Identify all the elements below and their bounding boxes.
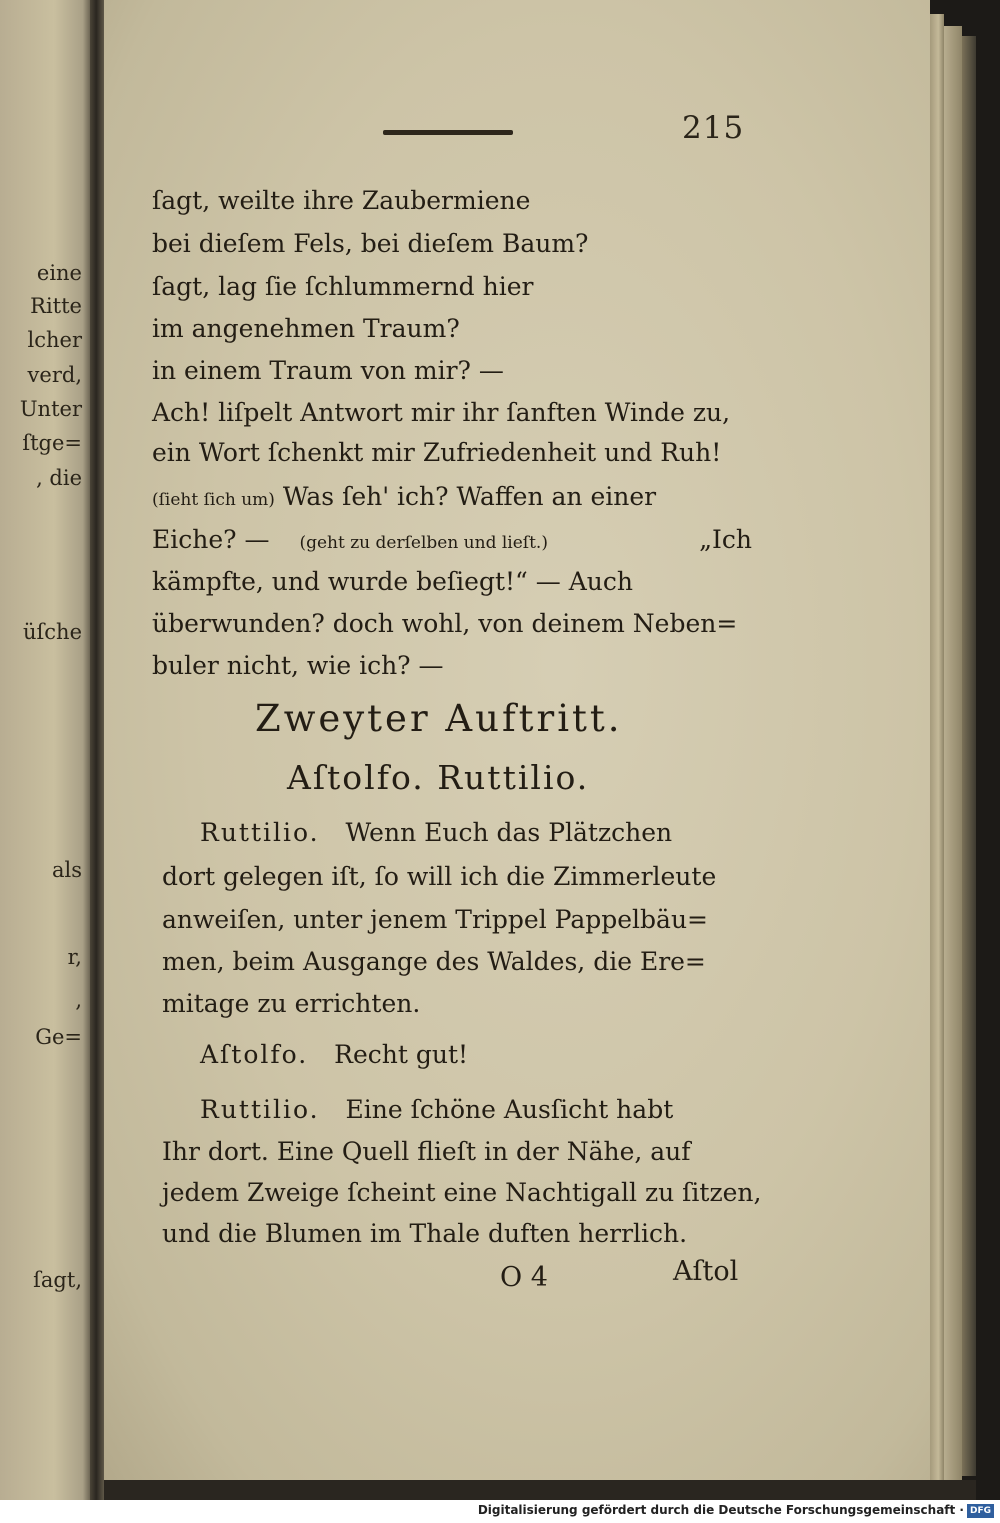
dialogue-line xyxy=(200,1040,468,1069)
speaker-name: Ruttilio. xyxy=(200,1095,320,1124)
speaker-name: Ruttilio. xyxy=(200,818,320,847)
page-shadow xyxy=(104,1480,976,1500)
dialogue-line xyxy=(200,1095,673,1124)
stage-direction: (geht zu derſelben und lieſt.) xyxy=(299,533,548,553)
header-rule xyxy=(383,130,513,135)
dialogue-line: Ihr dort. Eine Quell flieſt in der Nähe, auf xyxy=(162,1137,691,1166)
dialogue-line: jedem Zweige ſcheint eine Nachtigall zu ſitzen, xyxy=(162,1178,762,1207)
dialogue-line: anweiſen, unter jenem Trippel Pappelbäu= xyxy=(162,905,708,934)
catchword: Aſtol xyxy=(673,1256,739,1287)
left-page-fragment: Unter xyxy=(19,397,82,421)
dialogue-text: Wenn Euch das Plätzchen xyxy=(345,818,673,847)
left-page-fragment: , die xyxy=(36,466,82,490)
left-page-fragment: ſtge= xyxy=(22,431,82,455)
left-page-fragment: lcher xyxy=(27,328,82,352)
left-page-fragment: verd, xyxy=(27,363,82,387)
prose-line: buler nicht, wie ich? — xyxy=(152,651,444,680)
dialogue-line: mitage zu errichten. xyxy=(162,989,421,1018)
prose-text: Eiche? — xyxy=(152,525,270,554)
left-page-fragment: , xyxy=(75,988,82,1012)
verse-line: im angenehmen Traum? xyxy=(152,314,460,343)
left-page-fragment: eine xyxy=(36,261,82,285)
dialogue-text: Recht gut! xyxy=(334,1040,469,1069)
dialogue-line: dort gelegen iſt, ſo will ich die Zimmerleute xyxy=(162,862,717,891)
dialogue-line: men, beim Ausgange des Waldes, die Ere= xyxy=(162,947,706,976)
verse-line: bei dieſem Fels, bei dieſem Baum? xyxy=(152,229,589,258)
verse-line: in einem Traum von mir? — xyxy=(152,356,504,385)
prose-line: überwunden? doch wohl, von deinem Neben= xyxy=(152,609,738,638)
stage-direction: (ſieht ſich um) xyxy=(152,490,275,510)
speaker-name: Aſtolfo. xyxy=(200,1040,309,1069)
left-page-fragment: Ge= xyxy=(35,1025,82,1049)
verse-line: ſagt, weilte ihre Zaubermiene xyxy=(152,186,531,215)
left-page-fragment: r, xyxy=(67,945,82,969)
page-number: 215 xyxy=(682,110,745,146)
signature-mark: O 4 xyxy=(500,1262,548,1293)
page-edge xyxy=(930,14,944,1480)
prose-line xyxy=(152,482,656,511)
dialogue-line xyxy=(200,818,672,847)
funding-credit: Digitalisierung gefördert durch die Deutsche Forschungsgemeinschaft · xyxy=(477,1503,964,1517)
dialogue-line: und die Blumen im Thale duften herrlich. xyxy=(162,1219,688,1248)
left-page-fragment: üſche xyxy=(22,620,82,644)
character-list: Aſtolfo. Ruttilio. xyxy=(287,758,590,797)
verse-line: ſagt, lag ſie ſchlummernd hier xyxy=(152,272,534,301)
prose-line xyxy=(152,525,752,554)
right-page xyxy=(104,0,930,1480)
page-edge xyxy=(962,36,976,1476)
scene-heading: Zweyter Auftritt. xyxy=(255,697,623,740)
left-page xyxy=(0,0,90,1500)
verse-line: ein Wort ſchenkt mir Zufriedenheit und Ruh! xyxy=(152,438,722,467)
left-page-fragment: Ritte xyxy=(30,294,82,318)
page-edge xyxy=(944,26,962,1480)
prose-text: „Ich xyxy=(699,525,752,554)
book-gutter xyxy=(90,0,104,1500)
dfg-logo: DFG xyxy=(967,1504,994,1518)
left-page-fragment: ſagt, xyxy=(33,1268,82,1292)
prose-text: Was ſeh' ich? Waffen an einer xyxy=(282,482,657,511)
dialogue-text: Eine ſchöne Ausſicht habt xyxy=(345,1095,674,1124)
prose-line: kämpfte, und wurde beſiegt!“ — Auch xyxy=(152,567,633,596)
verse-line: Ach! liſpelt Antwort mir ihr ſanften Winde zu, xyxy=(152,398,731,427)
credit-bar xyxy=(0,1500,1000,1523)
left-page-fragment: als xyxy=(51,858,82,882)
